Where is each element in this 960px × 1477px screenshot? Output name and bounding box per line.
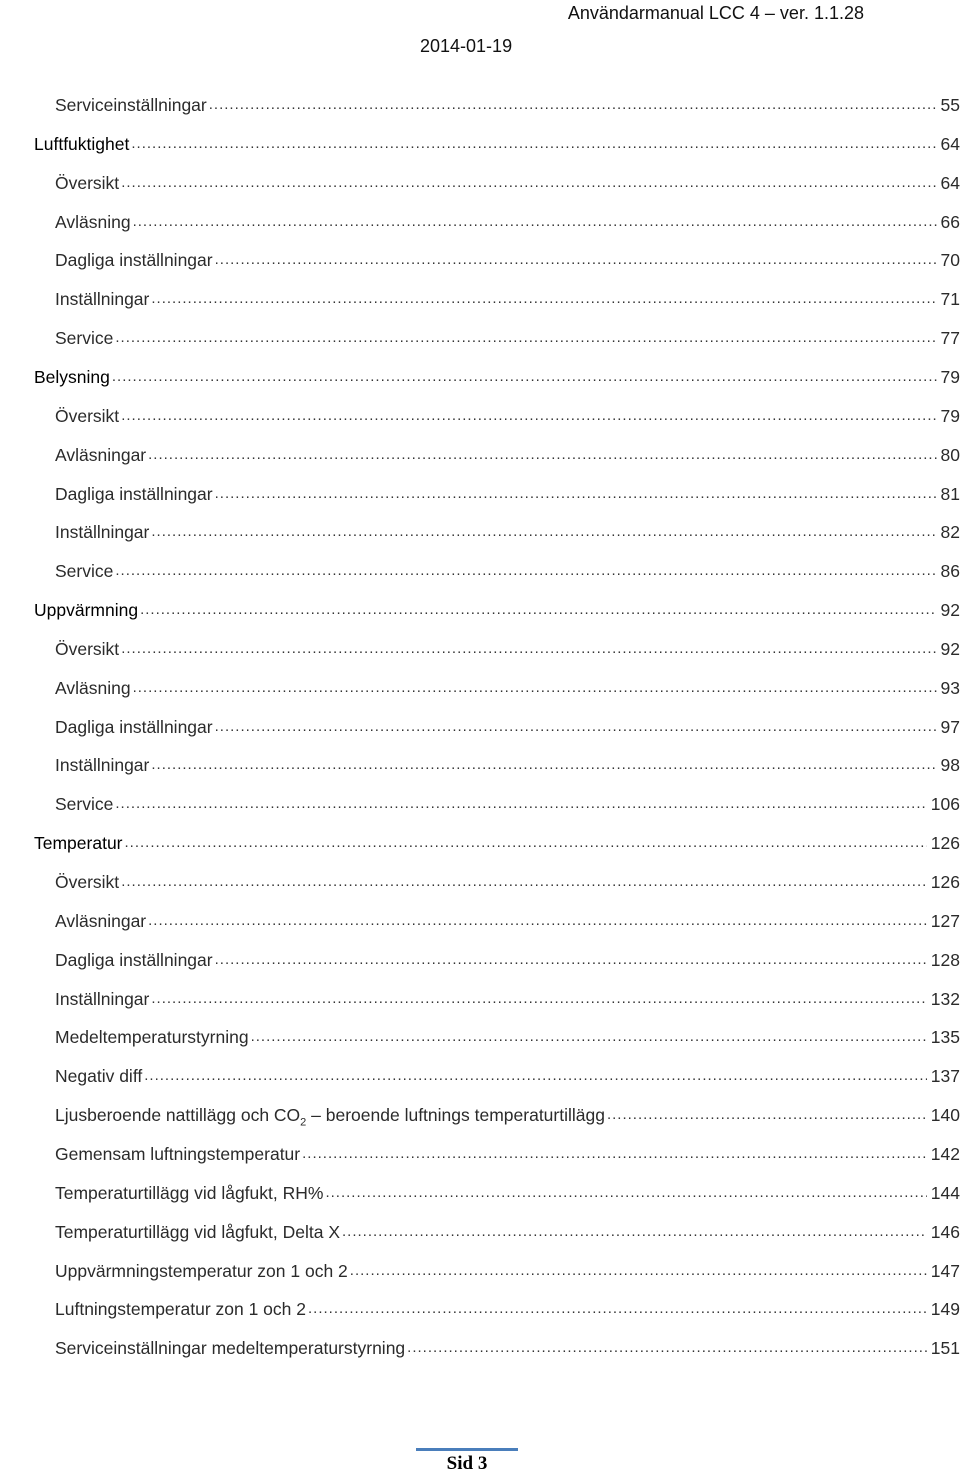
toc-entry-title-text: Uppvärmning — [34, 600, 139, 621]
toc-entry-title-text: Avläsning — [55, 677, 131, 698]
toc-entry-page-number: 127 — [930, 910, 960, 931]
toc-entry-page-number: 146 — [930, 1221, 960, 1242]
toc-entry-title-text: Temperaturtillägg vid lågfukt, Delta X — [55, 1221, 340, 1242]
toc-entry-title-text: Avläsningar — [55, 444, 147, 465]
toc-leader-dots — [215, 949, 927, 971]
toc-entry-title-text: Inställningar — [55, 988, 150, 1009]
toc-entry-title — [55, 483, 215, 505]
toc-entry-page-number: 137 — [930, 1066, 960, 1087]
toc-leader-dots — [133, 211, 937, 233]
toc-entry[interactable] — [55, 241, 960, 271]
toc-leader-dots — [215, 716, 937, 738]
toc-entry-title — [55, 327, 115, 349]
toc-leader-dots — [121, 871, 927, 893]
toc-entry-title — [55, 1182, 325, 1204]
toc-entry[interactable] — [55, 475, 960, 505]
toc-entry-page-number: 71 — [940, 289, 960, 310]
toc-entry[interactable] — [55, 941, 960, 971]
toc-entry-page-number: 64 — [940, 172, 960, 193]
toc-entry-title-text: Service — [55, 561, 114, 582]
toc-entry-title-text: Serviceinställningar — [55, 95, 207, 115]
toc-leader-dots — [125, 832, 927, 854]
toc-leader-dots — [215, 249, 937, 271]
toc-entry[interactable] — [55, 1096, 960, 1126]
toc-entry-title-continuation: – beroende luftnings temperaturtillägg — [306, 1105, 605, 1126]
toc-leader-dots — [342, 1221, 927, 1243]
toc-leader-dots — [350, 1260, 927, 1282]
toc-entry-page-number: 80 — [940, 444, 960, 465]
toc-entry-page-number: 77 — [940, 328, 960, 349]
toc-entry-page-number: 126 — [930, 872, 960, 892]
toc-entry-title-text: Dagliga inställningar — [55, 949, 213, 970]
toc-entry-title — [34, 366, 112, 388]
toc-entry[interactable] — [55, 1018, 960, 1048]
toc-entry[interactable] — [55, 1174, 960, 1204]
toc-entry-page-number: 81 — [940, 483, 960, 504]
toc-leader-dots — [151, 988, 926, 1010]
toc-entry-page-number: 132 — [930, 988, 960, 1009]
toc-entry-page-number: 144 — [930, 1182, 960, 1203]
toc-leader-dots — [151, 288, 936, 310]
toc-entry-title — [34, 599, 140, 621]
toc-entry[interactable] — [55, 203, 960, 233]
toc-entry-title — [55, 910, 148, 932]
toc-entry[interactable] — [55, 436, 960, 466]
toc-entry[interactable] — [55, 669, 960, 699]
toc-entry-title — [55, 949, 215, 971]
toc-leader-dots — [115, 327, 936, 349]
toc-entry-title — [55, 560, 115, 582]
toc-entry-title-text: Service — [55, 328, 114, 349]
toc-leader-dots — [151, 521, 936, 543]
toc-entry-title — [55, 1337, 407, 1359]
toc-entry[interactable] — [55, 1057, 960, 1087]
toc-leader-dots — [407, 1337, 927, 1359]
toc-leader-dots — [115, 793, 926, 815]
toc-entry-title — [55, 94, 209, 116]
toc-entry-page-number: 147 — [930, 1260, 960, 1281]
toc-entry[interactable] — [55, 708, 960, 738]
toc-leader-dots — [121, 172, 936, 194]
toc-entry-page-number: 86 — [940, 561, 960, 582]
page-number: Sid 3 — [446, 1453, 488, 1474]
toc-entry-page-number: 149 — [930, 1299, 960, 1320]
toc-entry-page-number: 92 — [940, 600, 960, 621]
toc-entry-title-text: Översikt — [55, 872, 120, 892]
toc-leader-dots — [140, 599, 936, 621]
toc-entry-page-number: 140 — [930, 1105, 960, 1126]
toc-entry-title — [55, 638, 121, 660]
toc-entry[interactable] — [55, 746, 960, 776]
toc-leader-dots — [209, 94, 937, 116]
toc-entry-title — [55, 249, 215, 271]
toc-entry-title — [55, 1298, 308, 1320]
toc-entry-title — [55, 988, 151, 1010]
toc-leader-dots — [148, 910, 927, 932]
toc-entry[interactable] — [55, 397, 960, 427]
toc-entry-page-number: 98 — [940, 755, 960, 776]
toc-entry[interactable] — [55, 513, 960, 543]
toc-entry-page-number: 79 — [940, 405, 960, 426]
document-title: Användarmanual LCC 4 – ver. 1.1.28 — [567, 3, 864, 23]
toc-entry-title — [55, 211, 133, 233]
toc-entry-page-number: 97 — [940, 716, 960, 737]
toc-entry-title — [55, 172, 121, 194]
toc-leader-dots — [148, 444, 936, 466]
page-footer — [416, 1448, 518, 1477]
toc-entry-title — [55, 405, 121, 427]
toc-entry[interactable] — [55, 863, 960, 893]
toc-entry-title — [55, 754, 151, 776]
toc-leader-dots — [115, 560, 936, 582]
toc-entry[interactable] — [34, 125, 960, 155]
toc-entry[interactable] — [34, 824, 960, 854]
toc-entry-title — [55, 793, 115, 815]
toc-leader-dots — [151, 754, 936, 776]
toc-entry-title — [55, 1143, 302, 1165]
toc-entry[interactable] — [55, 1290, 960, 1320]
toc-entry[interactable] — [34, 358, 960, 388]
toc-entry-page-number: 93 — [940, 677, 960, 698]
toc-leader-dots — [144, 1065, 927, 1087]
toc-entry-title-text: Belysning — [34, 366, 110, 387]
toc-entry[interactable] — [55, 785, 960, 815]
toc-entry-title-text: Service — [55, 794, 114, 815]
toc-entry-title-text: Gemensam luftningstemperatur — [55, 1143, 301, 1164]
toc-entry-subscript: 2 — [300, 1116, 307, 1127]
toc-entry-title-text: Uppvärmningstemperatur zon 1 och 2 — [55, 1260, 348, 1281]
toc-entry-title — [55, 1221, 342, 1243]
toc-leader-dots — [131, 133, 936, 155]
toc-entry-page-number: 126 — [930, 833, 960, 854]
toc-entry[interactable] — [55, 630, 960, 660]
toc-entry[interactable] — [55, 164, 960, 194]
toc-entry-title — [55, 716, 215, 738]
toc-entry-title — [55, 871, 121, 893]
toc-leader-dots — [308, 1298, 927, 1320]
toc-entry-title-text: Översikt — [55, 638, 120, 659]
toc-entry-title-text: Luftningstemperatur zon 1 och 2 — [55, 1299, 306, 1320]
toc-entry[interactable] — [55, 552, 960, 582]
toc-leader-dots — [251, 1026, 927, 1048]
toc-entry[interactable] — [55, 1213, 960, 1243]
toc-entry[interactable] — [55, 980, 960, 1010]
document-date: 2014-01-19 — [420, 36, 513, 56]
toc-entry-title-text: Avläsning — [55, 211, 131, 232]
toc-entry-title-text: Luftfuktighet — [34, 133, 130, 154]
toc-entry-page-number: 64 — [940, 133, 960, 154]
toc-leader-dots — [133, 677, 937, 699]
toc-entry[interactable] — [55, 86, 960, 116]
toc-entry-title — [55, 444, 148, 466]
toc-entry[interactable] — [55, 1135, 960, 1165]
toc-entry-page-number: 66 — [940, 211, 960, 232]
toc-entry[interactable] — [55, 319, 960, 349]
toc-entry-title — [34, 133, 131, 155]
toc-entry-title-text: Inställningar — [55, 755, 150, 776]
toc-entry-title-text: Negativ diff — [55, 1066, 143, 1087]
toc-entry[interactable] — [34, 591, 960, 621]
toc-entry-title-text: Översikt — [55, 172, 120, 193]
toc-entry-title — [55, 677, 133, 699]
toc-leader-dots — [607, 1104, 927, 1126]
toc-entry-title — [55, 1260, 350, 1282]
toc-entry-title-text: Dagliga inställningar — [55, 250, 213, 271]
toc-leader-dots — [121, 638, 936, 660]
toc-entry-title-text: Temperaturtillägg vid lågfukt, RH% — [55, 1182, 324, 1203]
toc-entry-page-number: 92 — [940, 638, 960, 659]
toc-entry[interactable] — [55, 1329, 960, 1359]
toc-entry-title-text: Temperatur — [34, 833, 123, 854]
toc-entry-page-number: 70 — [940, 250, 960, 271]
toc-entry-page-number: 79 — [940, 366, 960, 387]
toc-entry-title-text: Inställningar — [55, 289, 150, 310]
toc-leader-dots — [121, 405, 936, 427]
toc-entry-title — [55, 1065, 144, 1087]
toc-entry-page-number: 128 — [930, 949, 960, 970]
toc-entry[interactable] — [55, 902, 960, 932]
toc-leader-dots — [325, 1182, 926, 1204]
toc-entry[interactable] — [55, 280, 960, 310]
toc-entry-title — [55, 521, 151, 543]
toc-leader-dots — [302, 1143, 927, 1165]
toc-entry-title-text: Inställningar — [55, 522, 150, 543]
toc-entry[interactable] — [55, 1252, 960, 1282]
toc-entry-page-number: 106 — [930, 794, 960, 815]
toc-leader-dots — [112, 366, 937, 388]
toc-entry-page-number: 135 — [930, 1027, 960, 1048]
toc-entry-title-text: Översikt — [55, 405, 120, 426]
toc-entry-title-text: Avläsningar — [55, 910, 147, 931]
toc-entry-title-text: Dagliga inställningar — [55, 716, 213, 737]
toc-entry-title-text: Medeltemperaturstyrning — [55, 1027, 249, 1048]
toc-entry-title-text: Ljusberoende nattillägg och CO — [55, 1105, 301, 1126]
toc-entry-title — [34, 832, 125, 854]
toc-entry-page-number: 55 — [940, 95, 960, 115]
toc-entry-title — [55, 288, 151, 310]
toc-entry-title-text: Dagliga inställningar — [55, 483, 213, 504]
toc-entry-title-text: Serviceinställningar medeltemperaturstyrning — [55, 1338, 406, 1359]
toc-leader-dots — [215, 483, 937, 505]
page-header — [0, 0, 960, 62]
toc-entry-page-number: 142 — [930, 1143, 960, 1164]
toc-entry-title — [55, 1104, 607, 1126]
toc-entry-page-number: 151 — [930, 1338, 960, 1359]
toc-entry-page-number: 82 — [940, 522, 960, 543]
toc-entry-title — [55, 1026, 251, 1048]
